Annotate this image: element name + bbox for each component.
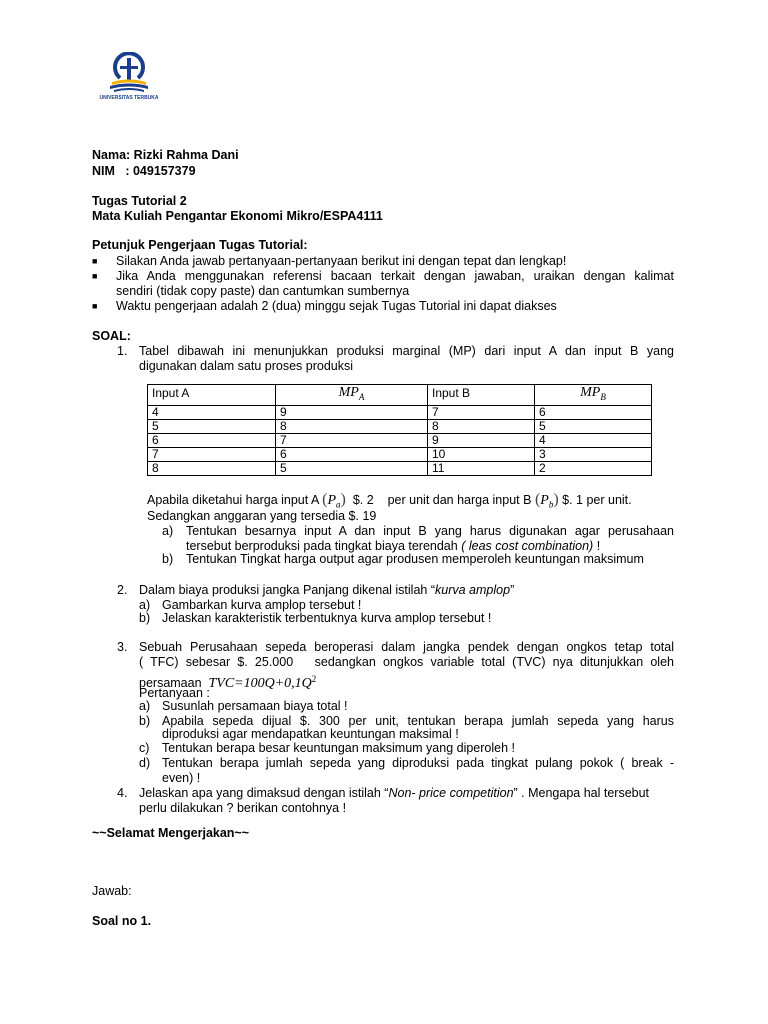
q3-b-text-2: diproduksi agar mendapatkan keuntungan maksimal ! [162, 727, 459, 741]
instructions-heading: Petunjuk Pengerjaan Tugas Tutorial: [92, 238, 308, 252]
table-header: $MP_A$ [276, 385, 428, 406]
q3-number: 3. [117, 640, 128, 654]
university-logo [96, 52, 162, 104]
bullet-icon: ■ [92, 256, 98, 266]
instruction-item: Silakan Anda jawab pertanyaan-pertanyaan berikut ini dengan tepat dan lengkap! [116, 254, 567, 268]
table-row [148, 405, 652, 419]
table-cell: 10 [428, 447, 535, 461]
q1-text: digunakan dalam satu proses produksi [139, 359, 354, 373]
q3-equation: TVC=100Q+0,1Q [208, 676, 312, 692]
closing-text: ~~Selamat Mengerjakan~~ [92, 826, 250, 840]
table-row [148, 433, 652, 447]
table-cell: 6 [535, 405, 652, 419]
table-cell: 8 [276, 419, 428, 433]
q3-b-label: b) [139, 714, 151, 728]
table-cell: 6 [148, 433, 276, 447]
q3-text: Sebuah Perusahaan sepeda beroperasi dalam jangka pendek dengan ongkos tetap total [139, 640, 674, 654]
instruction-item: Waktu pengerjaan adalah 2 (dua) minggu sejak Tugas Tutorial ini dapat diakses [116, 299, 557, 313]
table-cell: 7 [428, 405, 535, 419]
table-cell: 4 [148, 405, 276, 419]
mp-table [147, 384, 652, 476]
q3-c-label: c) [139, 741, 150, 755]
q1-b-text: Tentukan Tingkat harga output agar produsen memperoleh keuntungan maksimum [186, 552, 644, 566]
logo-caption: UNIVERSITAS TERBUKA [99, 95, 159, 101]
q1-price-line: Apabila diketahui harga input A $(P_a)$ $. 2 per unit dan harga input B $(P_b)$ $. 1 per unit. [147, 491, 632, 510]
q3-a-text: Susunlah persamaan biaya total ! [162, 699, 348, 713]
answer-label: Jawab: [92, 884, 132, 898]
q3-d-text: Tentukan berapa jumlah sepeda yang diproduksi pada tingkat pulang pokok ( break - [162, 756, 674, 770]
bullet-icon: ■ [92, 271, 98, 281]
table-cell: 7 [148, 447, 276, 461]
q2-number: 2. [117, 583, 128, 597]
q4-number: 4. [117, 786, 128, 800]
table-row [148, 461, 652, 475]
table-cell: 5 [276, 461, 428, 475]
q1-budget: Sedangkan anggaran yang tersedia $. 19 [147, 509, 377, 523]
instruction-item: Jika Anda menggunakan referensi bacaan terkait dengan jawaban, uraikan dengan kalimat [116, 269, 674, 283]
bullet-icon: ■ [92, 301, 98, 311]
q3-a-label: a) [139, 699, 151, 713]
table-cell: 8 [428, 419, 535, 433]
q2-text: Dalam biaya produksi jangka Panjang dikenal istilah “kurva amplop” [139, 583, 515, 597]
q3-equation-line: persamaan $TVC=100Q+0,1Q^2$ [139, 674, 317, 692]
q1-b-label: b) [162, 552, 174, 566]
q2-a-text: Gambarkan kurva amplop tersebut ! [162, 598, 362, 612]
table-header: $MP_B$ [535, 385, 652, 406]
q4-text: Jelaskan apa yang dimaksud dengan istilah “Non- price competition” . Mengapa hal tersebut [139, 786, 650, 800]
student-nim: NIM : 049157379 [92, 164, 196, 178]
table-cell: 5 [148, 419, 276, 433]
course-title: Mata Kuliah Pengantar Ekonomi Mikro/ESPA4111 [92, 209, 383, 223]
q3-b-text: Apabila sepeda dijual $. 300 per unit, tentukan berapa jumlah sepeda yang harus [162, 714, 674, 728]
table-cell: 6 [276, 447, 428, 461]
q1-text: Tabel dibawah ini menunjukkan produksi marginal (MP) dari input A dan input B yang [139, 344, 674, 358]
table-cell: 9 [428, 433, 535, 447]
q3-text: ( TFC) sebesar $. 25.000 sedangkan ongkos variable total (TVC) nya ditunjukkan oleh [139, 655, 674, 669]
q2-a-label: a) [139, 598, 151, 612]
table-cell: 9 [276, 405, 428, 419]
q3-d-label: d) [139, 756, 151, 770]
student-name: Nama: Rizki Rahma Dani [92, 148, 239, 162]
assignment-title: Tugas Tutorial 2 [92, 194, 187, 208]
instruction-item: sendiri (tidak copy paste) dan cantumkan sumbernya [116, 284, 410, 298]
table-cell: 3 [535, 447, 652, 461]
table-cell: 7 [276, 433, 428, 447]
soal-heading: SOAL: [92, 329, 131, 343]
q4-text-2: perlu dilakukan ? berikan contohnya ! [139, 801, 347, 815]
q3-c-text: Tentukan berapa besar keuntungan maksimum yang diperoleh ! [162, 741, 515, 755]
answer-soal1: Soal no 1. [92, 914, 152, 928]
table-header: Input A [148, 385, 276, 406]
q1-a-text: Tentukan besarnya input A dan input B yang harus digunakan agar perusahaan [186, 524, 674, 538]
table-cell: 8 [148, 461, 276, 475]
q3-d-text-2: even) ! [162, 771, 201, 785]
q1-number: 1. [117, 344, 128, 358]
table-header-row [148, 385, 652, 406]
q2-b-text: Jelaskan karakteristik terbentuknya kurva amplop tersebut ! [162, 611, 492, 625]
q1-a-label: a) [162, 524, 174, 538]
table-cell: 4 [535, 433, 652, 447]
table-row [148, 447, 652, 461]
q3-pertanyaan: Pertanyaan : [139, 686, 210, 700]
table-cell: 5 [535, 419, 652, 433]
table-cell: 2 [535, 461, 652, 475]
table-header: Input B [428, 385, 535, 406]
q1-a-text-2: tersebut berproduksi pada tingkat biaya terendah ( leas cost combination) ! [186, 539, 601, 553]
q2-b-label: b) [139, 611, 151, 625]
table-row [148, 419, 652, 433]
university-logo-icon [96, 52, 162, 96]
table-cell: 11 [428, 461, 535, 475]
